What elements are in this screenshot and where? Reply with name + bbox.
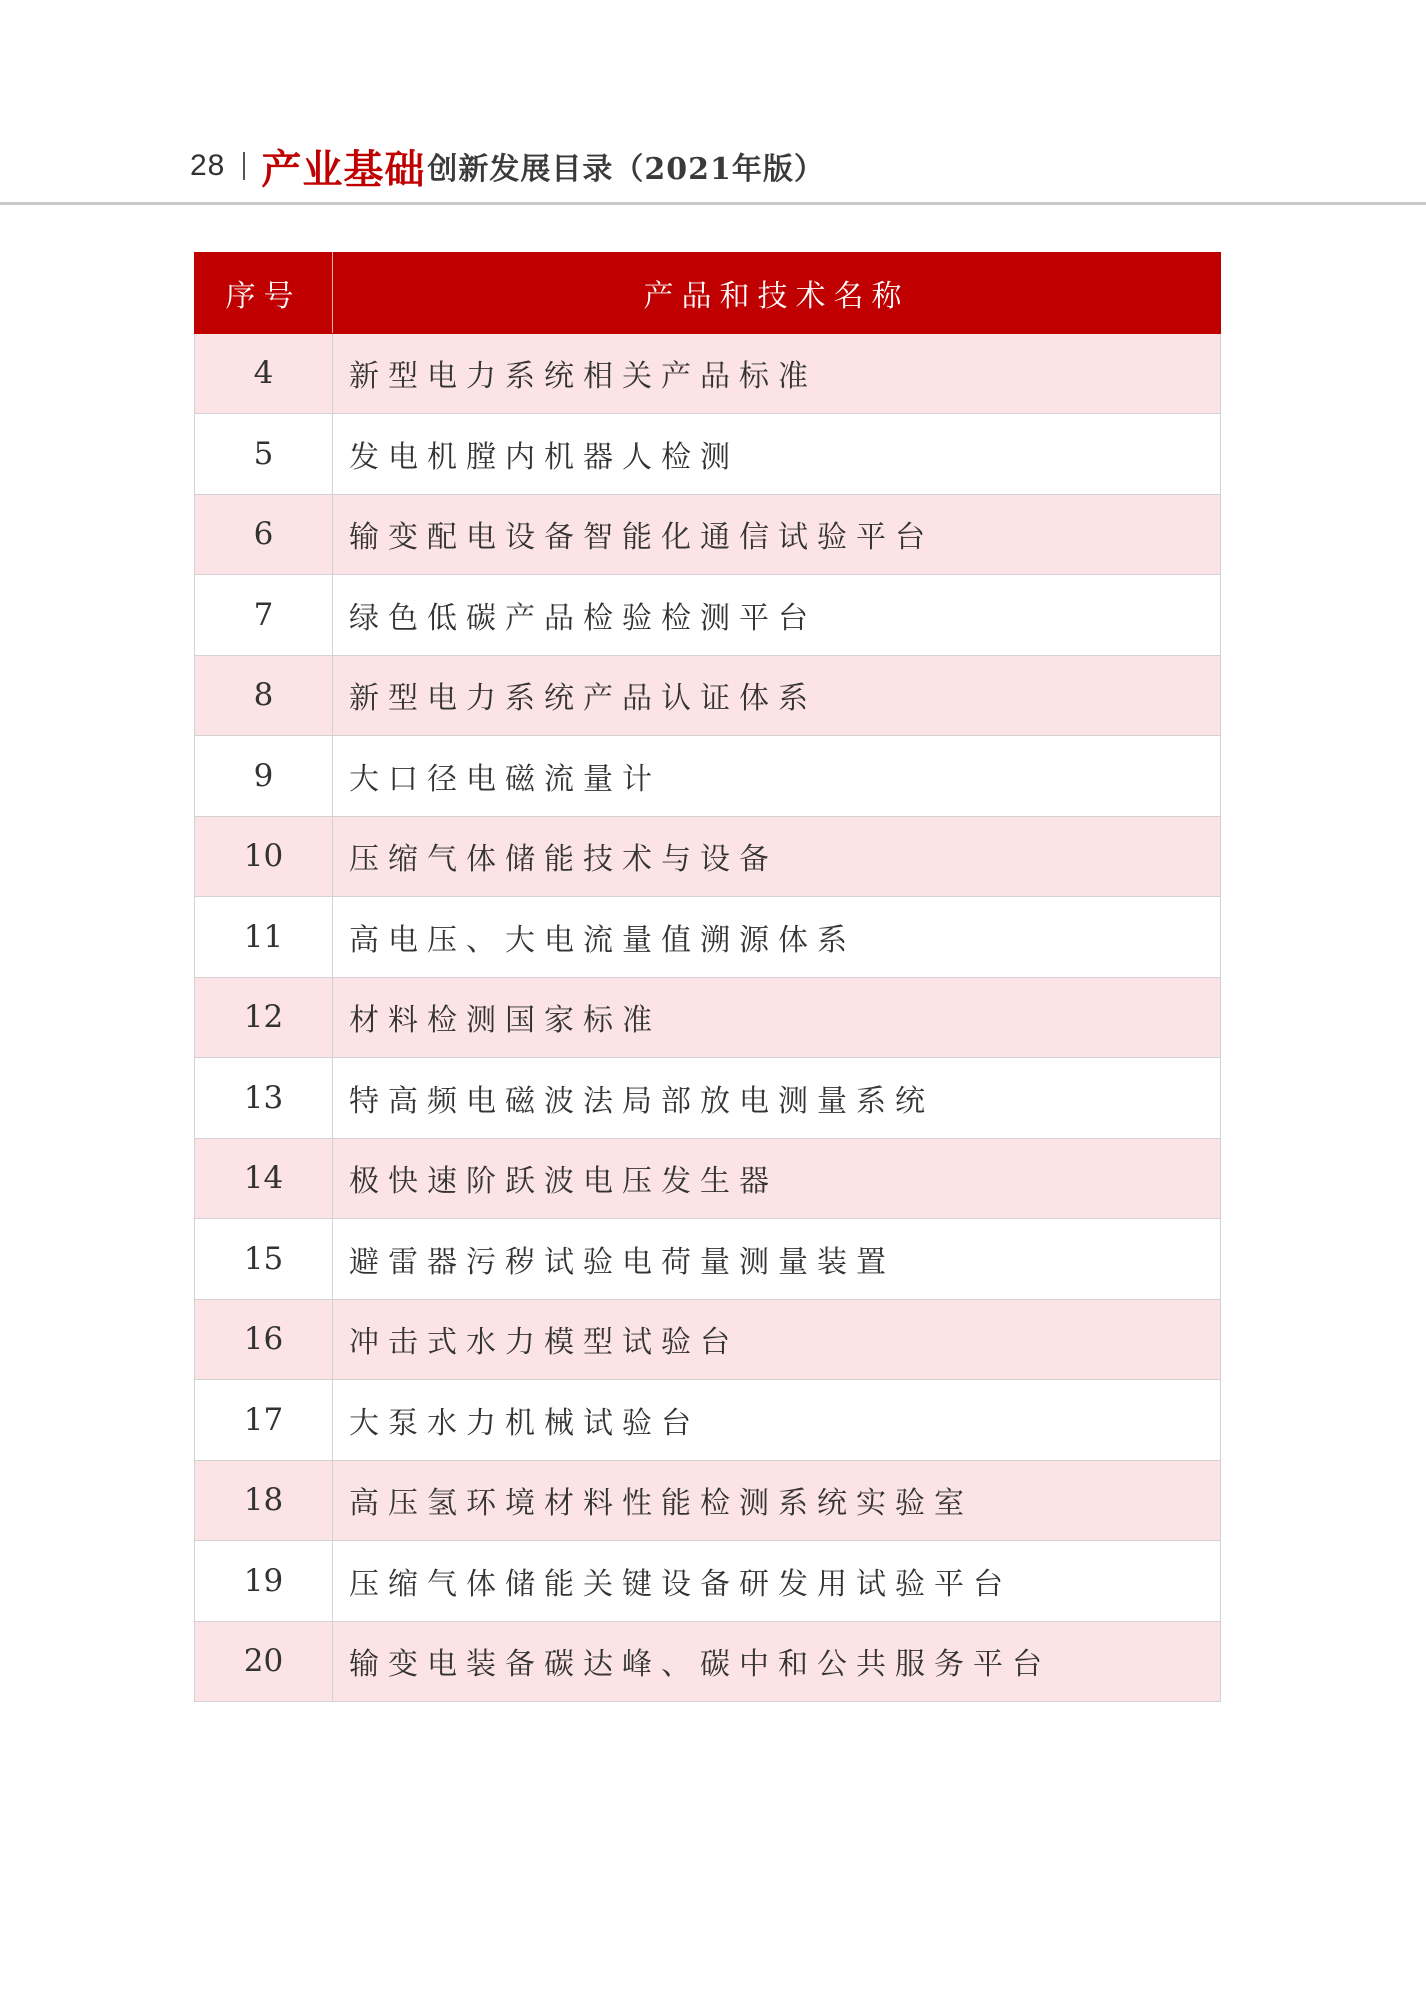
row-number: 16 [195, 1299, 333, 1380]
row-number: 5 [195, 414, 333, 495]
product-name: 压缩气体储能关键设备研发用试验平台 [333, 1541, 1221, 1622]
row-number: 17 [195, 1380, 333, 1461]
table-row [195, 1219, 1221, 1300]
row-number: 15 [195, 1219, 333, 1300]
product-name: 发电机膛内机器人检测 [333, 414, 1221, 495]
product-name: 高电压、大电流量值溯源体系 [333, 897, 1221, 978]
table-row [195, 977, 1221, 1058]
product-name: 冲击式水力模型试验台 [333, 1299, 1221, 1380]
column-header-name: 产品和技术名称 [333, 253, 1221, 334]
table-row [195, 1380, 1221, 1461]
product-name: 高压氢环境材料性能检测系统实验室 [333, 1460, 1221, 1541]
row-number: 7 [195, 575, 333, 656]
table-row [195, 1138, 1221, 1219]
product-name: 避雷器污秽试验电荷量测量装置 [333, 1219, 1221, 1300]
table-header [195, 253, 1221, 334]
table-row [195, 897, 1221, 978]
column-header-number: 序号 [195, 253, 333, 334]
header-divider [0, 202, 1426, 205]
product-name: 压缩气体储能技术与设备 [333, 816, 1221, 897]
page-header [190, 136, 825, 196]
document-title-rest: 创新发展目录（2021年版） [427, 152, 825, 187]
product-name: 大泵水力机械试验台 [333, 1380, 1221, 1461]
row-number: 18 [195, 1460, 333, 1541]
table-body [195, 333, 1221, 1702]
header-separator [243, 152, 245, 180]
row-number: 14 [195, 1138, 333, 1219]
row-number: 8 [195, 655, 333, 736]
page-number: 28 [190, 149, 226, 182]
row-number: 13 [195, 1058, 333, 1139]
row-number: 10 [195, 816, 333, 897]
product-name: 输变电装备碳达峰、碳中和公共服务平台 [333, 1621, 1221, 1702]
document-title-highlight: 产业基础 [261, 145, 426, 193]
row-number: 4 [195, 333, 333, 414]
product-name: 特高频电磁波法局部放电测量系统 [333, 1058, 1221, 1139]
product-name: 材料检测国家标准 [333, 977, 1221, 1058]
table-row [195, 1541, 1221, 1622]
table-row [195, 494, 1221, 575]
product-name: 大口径电磁流量计 [333, 736, 1221, 817]
product-table [194, 252, 1221, 1702]
table-row [195, 1460, 1221, 1541]
product-name: 输变配电设备智能化通信试验平台 [333, 494, 1221, 575]
row-number: 19 [195, 1541, 333, 1622]
product-name: 绿色低碳产品检验检测平台 [333, 575, 1221, 656]
table-row [195, 1299, 1221, 1380]
table-row [195, 816, 1221, 897]
row-number: 6 [195, 494, 333, 575]
table-row [195, 655, 1221, 736]
table-row [195, 1058, 1221, 1139]
table-header-row [195, 253, 1221, 334]
row-number: 20 [195, 1621, 333, 1702]
row-number: 12 [195, 977, 333, 1058]
product-name: 极快速阶跃波电压发生器 [333, 1138, 1221, 1219]
table-row [195, 333, 1221, 414]
table-row [195, 414, 1221, 495]
row-number: 9 [195, 736, 333, 817]
table-row [195, 1621, 1221, 1702]
product-name: 新型电力系统相关产品标准 [333, 333, 1221, 414]
table-row [195, 575, 1221, 656]
row-number: 11 [195, 897, 333, 978]
table-row [195, 736, 1221, 817]
product-name: 新型电力系统产品认证体系 [333, 655, 1221, 736]
